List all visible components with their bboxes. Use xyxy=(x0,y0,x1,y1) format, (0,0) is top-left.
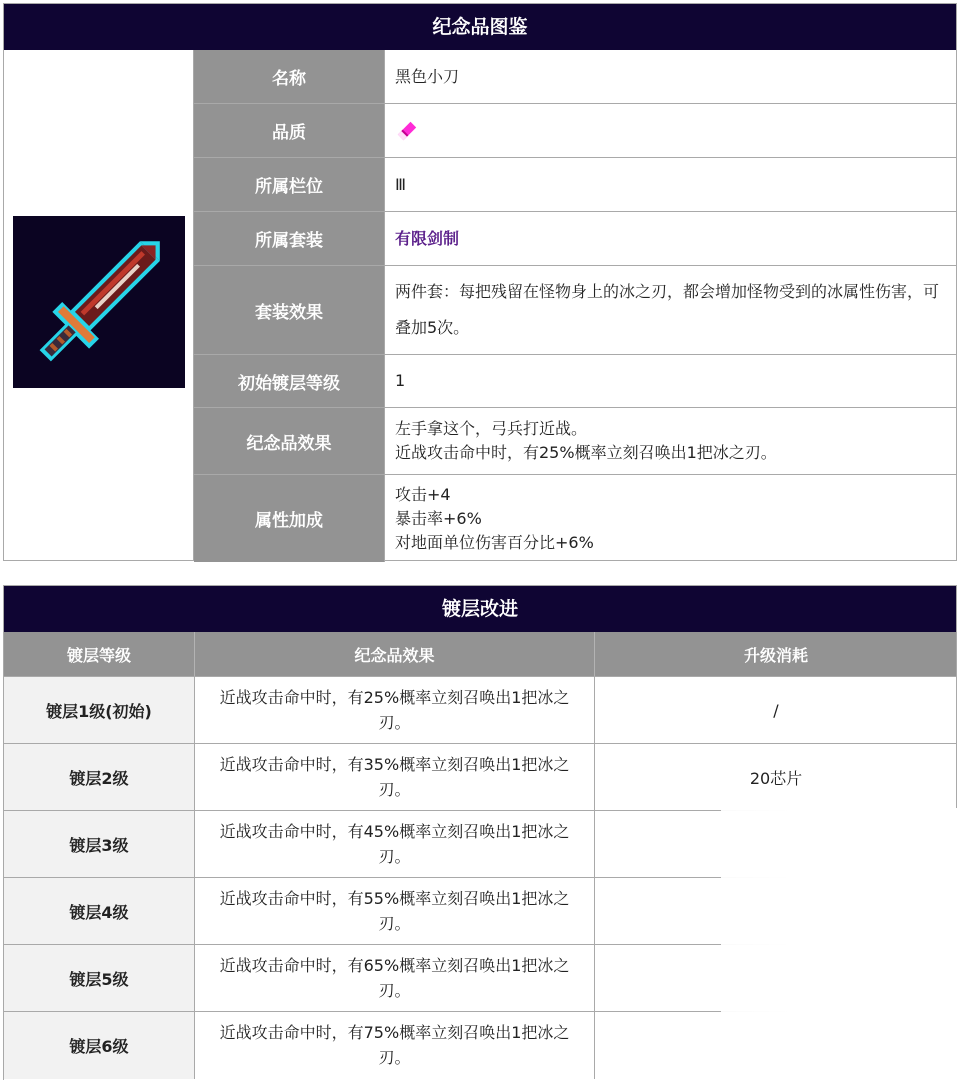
row-name xyxy=(194,50,956,104)
plating-cost: / xyxy=(773,701,779,720)
plating-upgrade-table xyxy=(3,585,957,1080)
row-label: 所属套装 xyxy=(194,212,385,265)
info-table-title: 纪念品图鉴 xyxy=(4,4,956,50)
plating-level: 镀层6级 xyxy=(4,1012,195,1079)
plating-level: 镀层4级 xyxy=(4,878,195,945)
row-label: 属性加成 xyxy=(194,475,385,562)
souvenir-effect-text xyxy=(385,408,956,474)
upgrade-header-row xyxy=(4,632,956,676)
effect-line: 近战攻击命中时，有25%概率立刻召唤出1把冰之刃。 xyxy=(395,443,777,462)
row-label: 纪念品效果 xyxy=(194,408,385,474)
plating-effect: 近战攻击命中时，有45%概率立刻召唤出1把冰之刃。 xyxy=(195,811,595,878)
plating-cost: 20芯片 xyxy=(749,769,803,788)
row-attribute-bonus xyxy=(194,475,956,562)
slot-value: Ⅲ xyxy=(395,174,407,194)
table-row xyxy=(4,743,956,811)
item-name: 黑色小刀 xyxy=(395,66,460,86)
set-effect-text: 两件套：每把残留在怪物身上的冰之刃，都会增加怪物受到的冰属性伤害，可叠加5次。 xyxy=(395,282,940,337)
item-image-cell xyxy=(4,50,194,560)
row-set-effect xyxy=(194,266,956,355)
header-upgrade-cost: 升级消耗 xyxy=(743,645,808,665)
black-dagger-pixel-icon xyxy=(13,216,185,388)
row-label: 品质 xyxy=(194,104,385,157)
info-rows xyxy=(194,50,956,560)
initial-plating-value: 1 xyxy=(395,371,406,390)
bonus-line: 暴击率+6% xyxy=(395,508,482,528)
plating-level: 镀层2级 xyxy=(4,744,195,811)
upgrade-table-title: 镀层改进 xyxy=(4,586,956,632)
cost-column-fade-overlay xyxy=(721,808,960,1080)
row-label: 套装效果 xyxy=(194,266,385,354)
plating-effect: 近战攻击命中时，有35%概率立刻召唤出1把冰之刃。 xyxy=(195,744,595,811)
header-plating-level: 镀层等级 xyxy=(4,632,195,676)
quality-value xyxy=(385,104,956,157)
souvenir-info-table xyxy=(3,3,957,561)
effect-line: 左手拿这个，弓兵打近战。 xyxy=(395,419,588,438)
row-set xyxy=(194,212,956,266)
pink-quality-gem-icon xyxy=(395,119,419,143)
set-name-link[interactable]: 有限剑制 xyxy=(395,228,460,248)
row-label: 初始镀层等级 xyxy=(194,355,385,407)
plating-effect: 近战攻击命中时，有65%概率立刻召唤出1把冰之刃。 xyxy=(195,945,595,1012)
plating-level: 镀层3级 xyxy=(4,811,195,878)
row-label: 名称 xyxy=(194,50,385,103)
table-row xyxy=(4,676,956,744)
plating-level: 镀层1级(初始) xyxy=(4,677,195,744)
row-souvenir-effect xyxy=(194,408,956,475)
bonus-line: 对地面单位伤害百分比+6% xyxy=(395,532,594,552)
plating-effect: 近战攻击命中时，有25%概率立刻召唤出1把冰之刃。 xyxy=(195,677,595,744)
row-initial-plating xyxy=(194,355,956,408)
plating-effect: 近战攻击命中时，有55%概率立刻召唤出1把冰之刃。 xyxy=(195,878,595,945)
plating-level: 镀层5级 xyxy=(4,945,195,1012)
bonus-line: 攻击+4 xyxy=(395,484,451,504)
plating-effect: 近战攻击命中时，有75%概率立刻召唤出1把冰之刃。 xyxy=(195,1012,595,1079)
header-souvenir-effect: 纪念品效果 xyxy=(195,632,595,676)
row-slot xyxy=(194,158,956,212)
attribute-bonus-text xyxy=(385,475,956,562)
row-quality xyxy=(194,104,956,158)
row-label: 所属栏位 xyxy=(194,158,385,211)
